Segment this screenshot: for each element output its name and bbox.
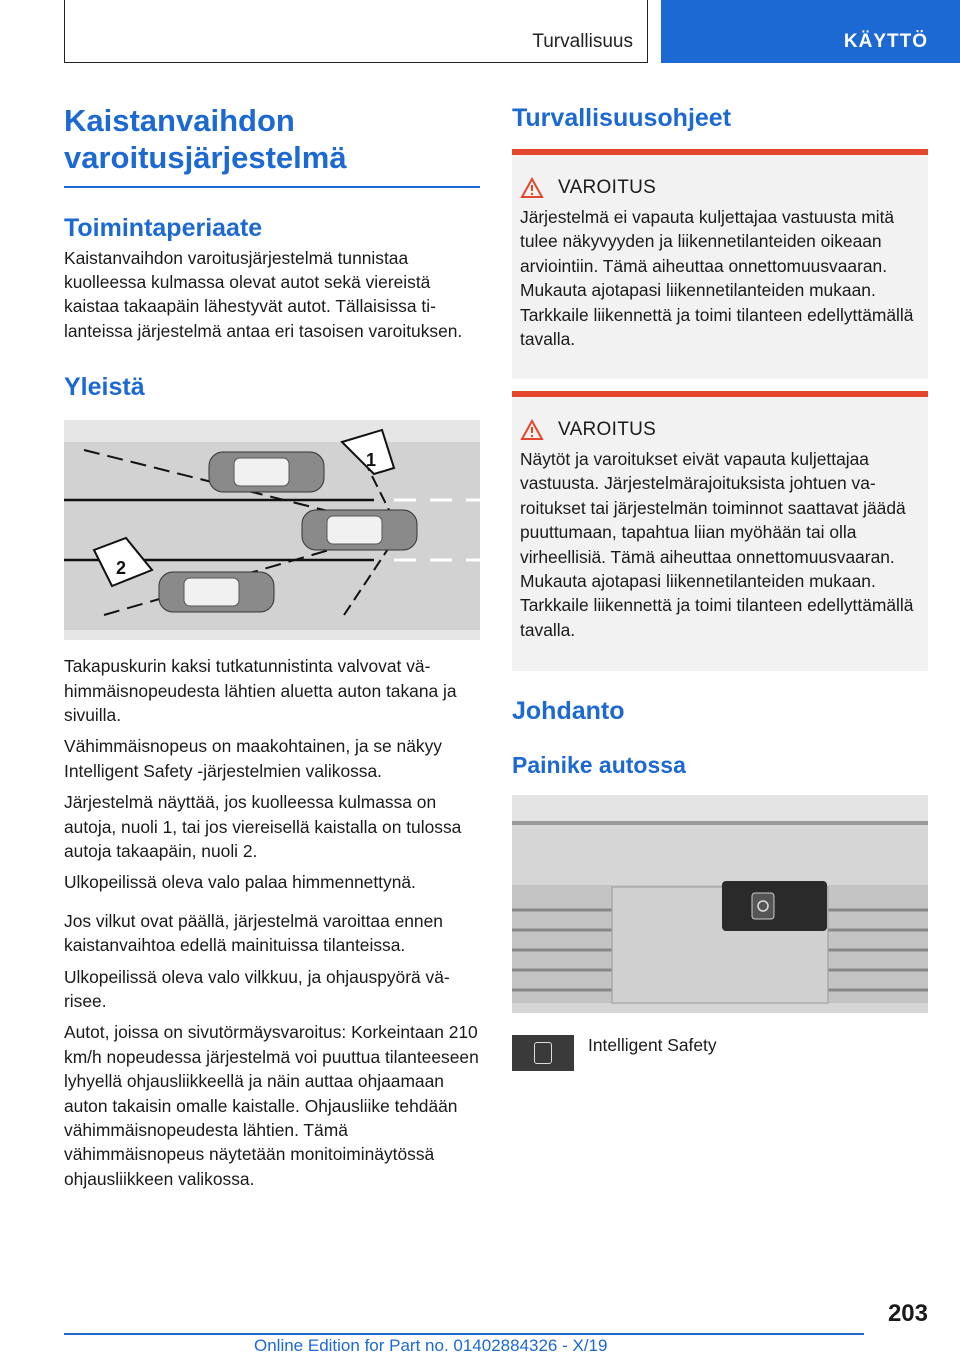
lane-diagram-svg (64, 420, 480, 640)
paragraph-5: Jos vilkut ovat päällä, järjestelmä varoittaa ennen kaistanvaihtoa edellä mainituissa tilanteissa. (64, 910, 443, 956)
section-title: Turvallisuus (532, 31, 633, 52)
heading-principle: Toimintaperiaate (64, 213, 263, 242)
heading-button: Painike autossa (512, 752, 686, 778)
arrow-2-label: 2 (116, 558, 127, 579)
heading-safety: Turvallisuusohjeet (512, 104, 732, 132)
warning-1-title: VAROITUS (558, 177, 657, 198)
heading-intro: Johdanto (512, 697, 625, 725)
paragraph-1: Takapuskurin kaksi tutkatunnistinta valvovat vähimmäisnopeudesta lähtien aluetta auton takana ja sivuilla. (64, 656, 457, 725)
button-photo-svg (512, 795, 928, 1013)
warning-1-text: Järjestelmä ei vapauta kuljettajaa vastuusta mitä tulee näkyvyyden ja liikennetilanteiden oikeaan arviointiin. Tämä aiheuttaa onnettomuusvaaran. Mukauta ajotapasi liikennetilanteiden mukaan. Tarkkaile liikennettä ja toimi tilanteen edellyttämällä tavalla. (520, 207, 914, 350)
title-line-2: varoitusjärjestelmä (64, 140, 347, 175)
footer-rule (64, 1333, 864, 1335)
car-middle (302, 510, 417, 550)
warning-2-text: Näytöt ja varoitukset eivät vapauta kuljettajaa vastuusta. Järjestelmärajoituksista johtuen varoitukset tai järjestelmän toiminnot saattavat jäädä puuttumaan, tapahtua liian myöhään tai olla virheellisiä. Tämä aiheuttaa onnettomuusvaaran. Mukauta ajotapasi liikennetilanteiden mukaan. Tarkkaile liikennettä ja toimi tilanteen edellyttämällä tavalla. (520, 449, 914, 640)
paragraph-4: Ulkopeilissä oleva valo palaa himmennettynä. (64, 872, 416, 893)
left-column (64, 102, 480, 1191)
car-bottom (159, 572, 274, 612)
right-column (512, 102, 928, 1071)
button-caption: Intelligent Safety (588, 1035, 717, 1055)
title-rule (64, 186, 480, 188)
heading-general: Yleistä (64, 373, 145, 402)
page-title (64, 102, 480, 176)
chapter-tab[interactable] (661, 0, 960, 63)
warning-box-1 (512, 149, 928, 379)
paragraph-7: Autot, joissa on sivutörmäysvaroitus: Korkeintaan 210 km/h nopeudessa järjestelmä voi puuttua tilanteeseen lyhyellä ohjausliikkeellä ja näin auttaa ohjaamaan auton takaisin omalle kaistalle. Ohjausliike tehdään vähimmäisnopeudesta lähtien. Tämä vähimmäisnopeus näytetään monitoiminäytössä ohjausliikkeen valikossa. (64, 1022, 479, 1189)
paragraph-2: Vähimmäisnopeus on maakohtainen, ja se näkyy Intelligent Safety -järjestelmien valikossa. (64, 736, 442, 781)
intelligent-safety-button-icon (512, 1035, 574, 1071)
paragraph-3: Järjestelmä näyttää, jos kuolleessa kulmassa on autoja, nuoli 1, tai jos viereisellä kaistalla on tulossa autoja takaapäin, nuoli 2. (64, 792, 462, 861)
lane-diagram (64, 420, 480, 640)
warning-box-2 (512, 391, 928, 671)
arrow-1-label: 1 (366, 450, 377, 471)
warning-triangle-icon (520, 419, 544, 441)
chapter-label: KÄYTTÖ (843, 31, 928, 52)
warning-2-title: VAROITUS (558, 419, 657, 440)
header-box (64, 0, 648, 63)
paragraph-6: Ulkopeilissä oleva valo vilkkuu, ja ohjauspyörä värisee. (64, 966, 450, 1011)
page-number: 203 (887, 1300, 928, 1327)
car-top (209, 452, 324, 492)
warning-triangle-icon (520, 177, 544, 199)
footer-edition: Online Edition for Part no. 01402884326 - X/19 (254, 1336, 608, 1355)
paragraph-principle: Kaistanvaihdon varoitusjärjestelmä tunnistaa kuolleessa kulmassa olevat autot sekä viereistä kaistaa takaapäin lähestyvät autot. Tällaisissa tilanteissa järjestelmä antaa eri tasoisen varoituksen. (64, 247, 463, 341)
button-legend (512, 1035, 928, 1071)
button-photo (512, 795, 928, 1013)
title-line-1: Kaistanvaihdon (64, 103, 295, 138)
